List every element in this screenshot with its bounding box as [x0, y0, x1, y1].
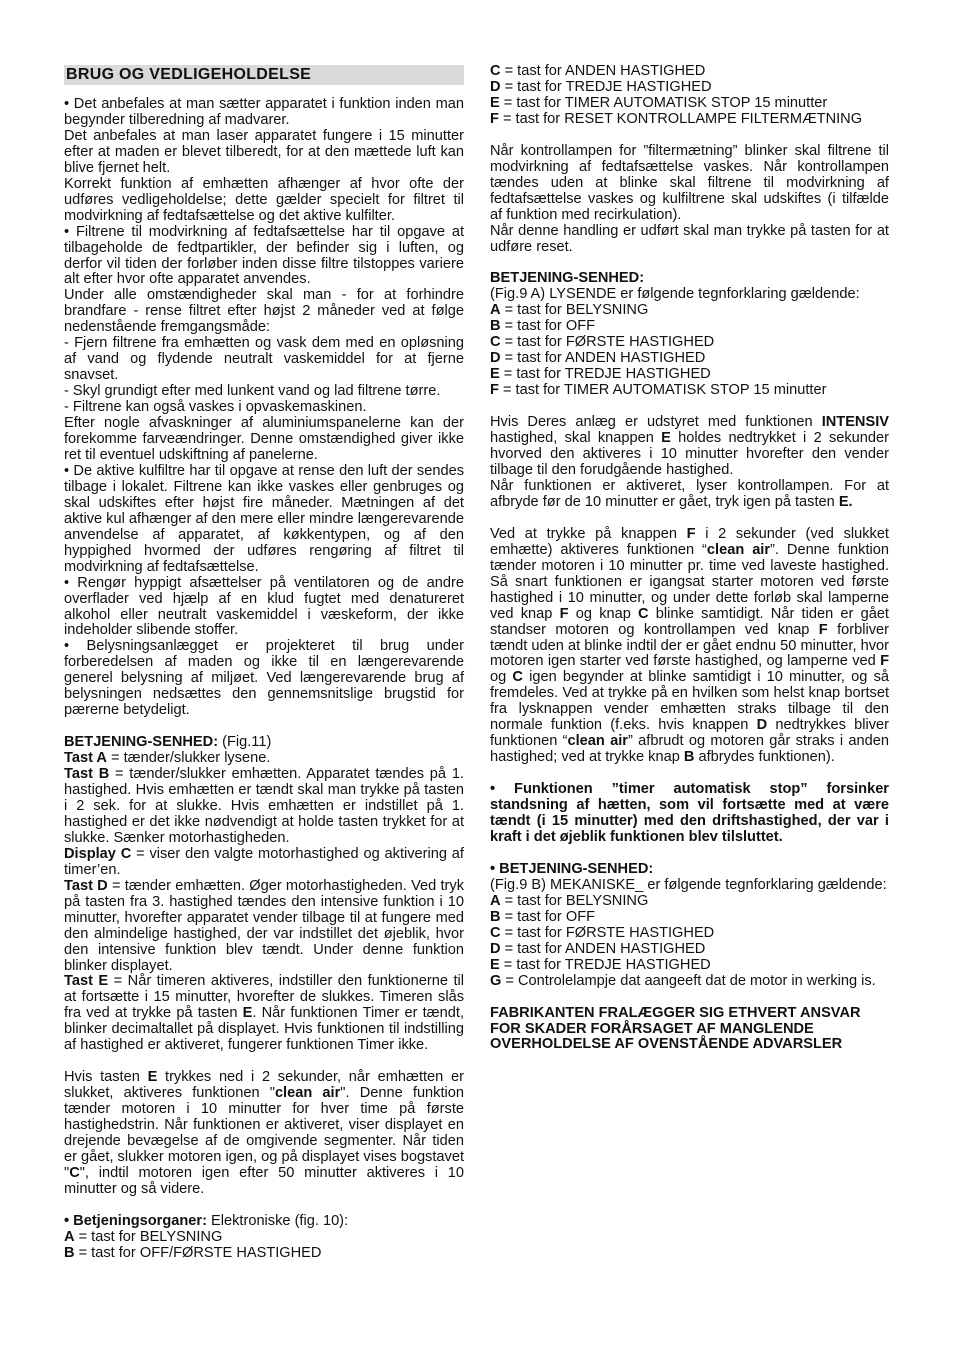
- bold-text: F: [686, 525, 696, 542]
- paragraph: • Rengør hyppigt afsættelser på ventilatoren og de andre overflader ved hjælp af en klud fugtet med denatureret alkohol eller neutralt vaskemiddel i væskeform, der ikke indeholder slibende stoffer.: [64, 574, 464, 639]
- bold-text: E.: [838, 493, 853, 510]
- text: = tast for FØRSTE HASTIGHED: [500, 334, 715, 351]
- paragraph: Under alle omstændigheder skal man - for at forhindre brandfare - rense filtret efter højst 2 måneder ved at følge nedenstående fremgangsmåde:: [64, 287, 464, 336]
- legend-item: [490, 958, 889, 974]
- legend-item: [490, 80, 889, 96]
- legend-item: [490, 894, 889, 910]
- label: E: [490, 94, 500, 111]
- bold-text: F: [818, 621, 828, 638]
- legend-item: [490, 64, 889, 80]
- key-d-description: [64, 879, 464, 975]
- clean-air-paragraph: [64, 1070, 464, 1198]
- text: = tast for TREDJE HASTIGHED: [500, 78, 712, 95]
- control-unit-title: [490, 271, 889, 287]
- text: . Når funktionen Timer er tændt, blinker decimaltallet på displayet. Hvis funktionen til indstilling af hastighed er aktiveret, fungerer funktionen Timer ikke.: [64, 1005, 465, 1054]
- text: i 2 sekunder (ved slukket emhætte) aktiveres funktionen “: [490, 525, 889, 558]
- bold-text: E: [661, 430, 671, 447]
- text: Hvis Deres anlæg er udstyret med funktionen: [490, 414, 822, 431]
- intensive-paragraph-2: [490, 479, 889, 511]
- label: C: [490, 63, 501, 79]
- text: ", indtil motoren igen efter 50 minutter aktiveres i 10 minutter og så videre.: [64, 1164, 464, 1197]
- legend-item: [490, 112, 889, 128]
- paragraph: • Filtrene til modvirkning af fedtafsættelse har til opgave at tilbageholde de fedtpartikler, der befinder sig i luften, og derfor vil tiden der forløber inden disse filtre tilstoppes variere alt efter hvor ofte apparatet anvendes.: [64, 223, 464, 288]
- control-unit-title: [64, 735, 464, 751]
- text: hastighed, skal knappen: [490, 430, 662, 447]
- text: ”. Denne funktion tænder motoren i 10 minutter pr. time ved laveste hastighed. Så snart funktionen er igangsat starter motoren ved første hastighed i 10 minutter, og under dette forløb skal lamperne ved knap: [490, 541, 889, 622]
- text: = Controlelampje dat aangeeft dat de motor in werking is.: [501, 972, 876, 989]
- label: Tast A: [64, 750, 107, 767]
- label: Tast D: [64, 877, 108, 894]
- text: = Når timeren aktiveres, indstiller den funktionerne til at fortsætte i 15 minutter, hvorefter de slukkes. Timeren slås fra ved at trykke på tasten: [64, 973, 464, 1022]
- text: = tast for OFF/FØRSTE HASTIGHED: [74, 1244, 322, 1261]
- legend-item: [490, 367, 889, 383]
- text: blinke samtidigt. Når tiden er gået standser motoren og kontrollampen ved knap: [490, 605, 889, 638]
- text: og: [490, 669, 513, 686]
- paragraph: • De aktive kulfiltre har til opgave at rense den luft der sendes tilbage i lokalet. Filtrene kan ikke vaskes eller genbruges og skal udskiftes efter højst fire måneder. Mætningen af det aktive kul afhænger af den mere eller mindre længerevarende anvendelse af apparatet, af køkkentypen, og af den hyppighed hvormed der udføres rengøring af filtret til modvirkning af fedtafsættelse.: [64, 462, 464, 575]
- bold-text: clean air: [274, 1085, 341, 1102]
- label: Tast E: [64, 973, 109, 990]
- key-e-description: [64, 974, 464, 1054]
- text: = tast for TREDJE HASTIGHED: [499, 956, 711, 973]
- bold-text: C: [512, 669, 523, 686]
- label: B: [490, 908, 501, 925]
- label: Tast B: [64, 766, 110, 783]
- paragraph: Det anbefales at man laser apparatet fungere i 15 minutter efter at maden er blevet tilberedt, for at den mættede luft kan blive fjernet helt.: [64, 127, 464, 176]
- legend-item: [490, 96, 889, 112]
- text: = tast for TIMER AUTOMATISK STOP 15 minutter: [498, 382, 827, 399]
- legend-item: [64, 1246, 464, 1262]
- text: igen begynder at blinke samtidigt i 10 minutter, og så fremdeles. Ved at trykke på en hvilken som helst knap bortset fra lysknappen vender emhætten straks tilbage til den normale funktion (f.eks. hvis knappen: [490, 669, 889, 734]
- bold-text: D: [756, 717, 768, 734]
- left-column: [64, 64, 464, 1262]
- paragraph: - Skyl grundigt efter med lunkent vand og lad filtrene tørre.: [64, 383, 441, 400]
- text: = tænder/slukker emhætten. Apparatet tændes på 1. hastighed. Hvis emhætten er tændt skal man trykke på tasten i 2 sek. for at slukke. Hvis emhætten er indstillet på 1. hastighed er det ikke nødvendigt at holde tasten trykket for at slukke. Sænker motorhastigheden.: [64, 766, 464, 846]
- legend-item: [490, 910, 889, 926]
- legend-item: [490, 926, 889, 942]
- display-c-description: [64, 847, 464, 879]
- text: = tast for TIMER AUTOMATISK STOP 15 minutter: [499, 94, 828, 111]
- label: B: [64, 1244, 75, 1261]
- bold-text: E: [242, 1005, 253, 1022]
- text: = tænder/slukker lysene.: [106, 750, 271, 767]
- label: F: [490, 110, 499, 127]
- label: D: [490, 78, 501, 95]
- legend-item: [490, 303, 889, 319]
- label: • Betjeningsorganer:: [64, 1212, 207, 1229]
- key-b-description: [64, 767, 464, 847]
- control-unit-title: [490, 862, 889, 878]
- paragraph: Når denne handling er udført skal man trykke på tasten for at udføre reset.: [490, 222, 889, 255]
- right-column: [490, 64, 889, 1053]
- label: A: [64, 1228, 75, 1245]
- text: = tast for BELYSNING: [500, 302, 649, 319]
- legend-item: [490, 335, 889, 351]
- label: C: [490, 924, 501, 941]
- text: = tast for TREDJE HASTIGHED: [499, 366, 711, 383]
- paragraph: • Det anbefales at man sætter apparatet i funktion inden man begynder tilberedning af madvarer.: [64, 96, 464, 128]
- text: = tast for OFF: [500, 318, 596, 335]
- text: = tast for ANDEN HASTIGHED: [500, 350, 706, 367]
- disclaimer: FABRIKANTEN FRALÆGGER SIG ETHVERT ANSVAR FOR SKADER FORÅRSAGET AF MANGLENDE OVERHOLDELSE AF OVENSTÅENDE ADVARSLER: [490, 1004, 861, 1053]
- bold-text: clean air: [706, 541, 771, 558]
- bold-text: F: [559, 605, 569, 622]
- text: = tast for ANDEN HASTIGHED: [500, 63, 706, 79]
- text: Hvis tasten: [64, 1069, 148, 1086]
- legend-item: [490, 383, 889, 399]
- paragraph: Når kontrollampen for ”filtermætning” blinker skal filtrene til modvirkning af fedtafsættelse vaskes. Når kontrollampen tændes uden at blinke skal filtrene til modvirkning af fedtafsættelse vaskes og kulfiltrene skal udskiftes (i tilfælde af funktion med recirkulation).: [490, 142, 889, 223]
- text: = tast for ANDEN HASTIGHED: [500, 940, 706, 957]
- text: = viser den valgte motorhastighed og aktivering af timer’en.: [64, 845, 464, 878]
- text: og knap: [568, 605, 639, 622]
- text: (Fig.11): [218, 734, 272, 751]
- legend-item: [490, 974, 889, 990]
- clean-air-paragraph: [490, 527, 889, 766]
- text: Elektroniske (fig. 10):: [206, 1212, 349, 1229]
- paragraph: (Fig.9 A) LYSENDE er følgende tegnforklaring gældende:: [490, 286, 860, 303]
- label: D: [490, 350, 501, 367]
- label: BETJENING-SENHED:: [490, 270, 645, 287]
- text: = tast for FØRSTE HASTIGHED: [500, 924, 715, 941]
- paragraph: Efter nogle afvaskninger af aluminiumspanelerne kan der forekomme farveændringer. Denne omstændighed giver ikke ret til eventuel udskiftning af panelerne.: [64, 415, 464, 463]
- bold-text: C: [69, 1164, 80, 1181]
- label: G: [490, 972, 502, 989]
- bold-text: E: [147, 1069, 158, 1086]
- label: D: [490, 940, 501, 957]
- legend-item: [490, 351, 889, 367]
- bold-text: clean air: [567, 733, 628, 750]
- text: Når funktionen er aktiveret, lyser kontrollampen. For at afbryde før de 10 minutter er gået, tryk igen på tasten: [490, 477, 889, 510]
- paragraph: (Fig.9 B) MEKANISKE_ er følgende tegnforklaring gældende:: [490, 876, 887, 893]
- paragraph: - Filtrene kan også vaskes i opvaskemaskinen.: [64, 399, 367, 416]
- text: nedtrykkes bliver funktionen “: [490, 717, 889, 750]
- text: = tast for RESET KONTROLLAMPE FILTERMÆTNING: [498, 110, 863, 127]
- label: • BETJENING-SENHED:: [490, 860, 654, 877]
- text: = tænder emhætten. Øger motorhastigheden. Ved tryk på tasten fra 3. hastighed tændes den intensive funktion i 10 minutter, hvorefter apparatet vender tilbage til at fungere med den almindelige hastighed, der var indstillet det øjeblik, hvor den intensive funktion blev tændt. Under denne funktion blinker displayet.: [64, 877, 464, 974]
- intensive-paragraph: [490, 415, 889, 479]
- text: ” afbrudt og motoren går straks i anden hastighed; ved at trykke knap: [490, 733, 889, 766]
- text: = tast for BELYSNING: [500, 892, 649, 909]
- paragraph: - Fjern filtrene fra emhætten og vask dem med en opløsning af vand og flydende neutralt vaskemiddel for at fjerne snavset.: [64, 335, 464, 384]
- controls-title: [64, 1214, 464, 1230]
- label: B: [490, 318, 501, 335]
- text: ". Denne funktion tænder motoren i 10 minutter for hver time på første hastighedstrin. Når funktionen er aktiveret, viser displayet en drejende bevægelse af de omgivende segmenter. Når tiden er gået, slukker motoren igen, og på displayet vises bogstavet ": [64, 1085, 465, 1181]
- label: E: [490, 956, 500, 973]
- text: holdes nedtrykket i 2 sekunder hvorved den aktiveres i 10 minutter hvorefter den vender tilbage til den forudgående hastighed.: [490, 430, 889, 478]
- section-heading: BRUG OG VEDLIGEHOLDELSE: [64, 65, 464, 85]
- legend-item: [490, 319, 889, 335]
- text: forbliver tændt uden at blinke indtil der er gået endnu 50 minutter, hvor motoren igen starter ved første hastighed, og lamperne ved: [490, 621, 889, 670]
- label: Display C: [64, 845, 132, 862]
- label: F: [490, 382, 499, 399]
- label: BETJENING-SENHED:: [64, 734, 219, 751]
- text: trykkes ned i 2 sekunder, når emhætten er slukket, aktiveres funktionen ": [64, 1069, 464, 1102]
- paragraph: • Belysningsanlægget er projekteret til brug under forberedelsen af maden og ikke til en længerevarende generel belysning af miljøet. Ved længerevarende brug af belysningen nedsættes den gennemsnitslige brugstid for pærerne betydeligt.: [64, 638, 464, 719]
- label: A: [490, 892, 501, 909]
- bold-text: B: [683, 749, 695, 766]
- label: E: [490, 366, 500, 383]
- bold-text: F: [880, 653, 889, 670]
- bold-text: C: [638, 605, 649, 622]
- paragraph: Korrekt funktion af emhætten afhænger af hvor ofte der udføres vedligeholdelse; dette gælder specielt for filtret til modvirkning af fedtafsættelse og det aktive kulfilter.: [64, 175, 464, 224]
- text: afbrydes funktionen).: [694, 749, 835, 766]
- legend-item: [490, 942, 889, 958]
- timer-paragraph: • Funktionen ”timer automatisk stop” forsinker standsning af hætten, som vil fortsætte med at være tændt (i 15 minutter) med den driftshastighed, der var i kraft i det øjeblik funktionen blev tilsluttet.: [490, 781, 889, 845]
- label: C: [490, 334, 501, 351]
- legend-item: [64, 1230, 464, 1246]
- text: = tast for BELYSNING: [74, 1228, 223, 1245]
- text: Ved at trykke på knappen: [490, 525, 687, 542]
- key-a-description: [64, 751, 464, 767]
- label: A: [490, 302, 501, 319]
- text: = tast for OFF: [500, 908, 596, 925]
- bold-text: INTENSIV: [821, 414, 889, 431]
